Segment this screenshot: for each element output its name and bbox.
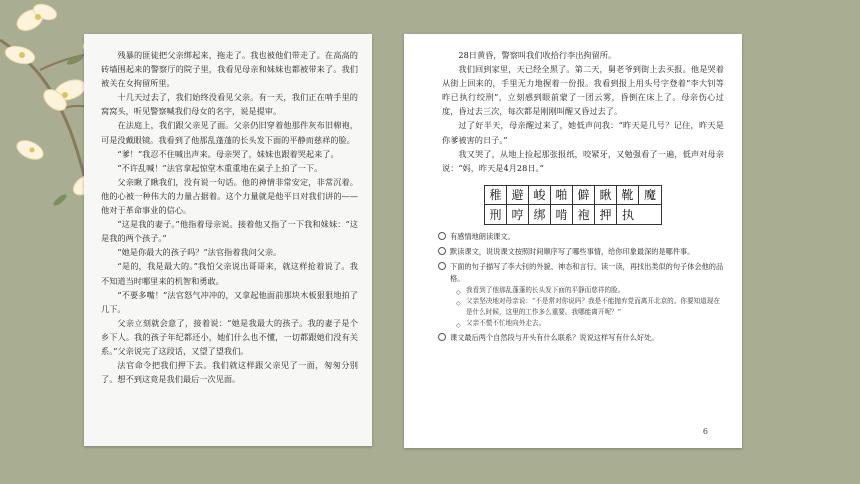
example-text: 父亲坚决地对母亲说：“不是常对你说吗？我是不能抛弃党而离开北京的。你要知道现在是什么时候，这里的工作多么重要。我哪能离开呢？”: [466, 296, 720, 316]
character-cell: 啪: [551, 186, 573, 205]
character-cell: 稚: [485, 186, 507, 205]
character-cell: 靴: [617, 186, 639, 205]
paragraph: “她是你最大的孩子吗？”法官指着我问父亲。: [117, 247, 282, 258]
exercise-item: [404, 332, 742, 344]
exercise-text: 有感情地朗读课文。: [450, 231, 515, 241]
diamond-bullet-icon: ◇: [456, 321, 461, 329]
character-cell: 执: [621, 207, 634, 222]
character-cell: 峻: [529, 186, 551, 205]
character-row: [485, 205, 661, 224]
character-cell: 押: [595, 205, 617, 224]
vocabulary-character-grid: [484, 185, 662, 225]
example-text: 父亲不慌不忙地向外走去。: [466, 318, 546, 327]
character-cell: 僻: [573, 186, 595, 205]
diamond-bullet-icon: ◇: [456, 288, 461, 296]
example-sentence: [404, 296, 742, 318]
paragraph: “爹！”我忍不住喊出声来。母亲哭了，妹妹也跟着哭起来了。: [117, 148, 339, 159]
right-page-text: [404, 48, 742, 175]
character-cell: 绑: [529, 205, 551, 224]
character-cell: 啃: [551, 205, 573, 224]
paragraph: 过了好半天，母亲醒过来了，她低声问我：“昨天是几号？记住，昨天是你爹被害的日子。”: [442, 120, 724, 145]
circle-bullet-icon: [438, 262, 446, 270]
example-sentence: [404, 285, 742, 296]
paragraph: 我们回到家里，天已经全黑了。第二天，舅老爷到街上去买报。他是哭着从街上回来的，手里无力地握着一份报。我看到报上用头号字登着“李大钊等昨已执行绞刑”，立刻感到眼前蒙了一团云雾，昏倒在床上了。母亲伤心过度，昏过去三次，每次都是刚刚叫醒又昏过去了。: [442, 64, 724, 117]
right-textbook-page: [404, 34, 742, 448]
exercise-text: 课文最后两个自然段与开头有什么联系？说说这样写有什么好处。: [450, 332, 659, 342]
paragraph: “不要多嘴！”法官怒气冲冲的，又拿起他面前那块木板狠狠地拍了几下。: [101, 289, 358, 314]
circle-bullet-icon: [438, 333, 446, 341]
paragraph: 残暴的匪徒把父亲绑起来，拖走了。我也被他们带走了。在高高的砖墙围起来的警察厅的院子里，我看见母亲和妹妹也都被带来了。我们被关在女拘留所里。: [101, 50, 358, 89]
paragraph: “是的，我是最大的。”我怕父亲说出哥哥来，就这样抢着说了。我不知道当时哪里来的机智和勇敢。: [101, 261, 358, 286]
exercise-item: [404, 246, 742, 258]
paragraph: 在法庭上，我们跟父亲见了面。父亲仍旧穿着他那件灰布旧棉袍，可是没戴眼镜。我看到了他那乱蓬蓬的长头发下面的平静而慈祥的脸。: [101, 120, 358, 145]
paragraph: 十几天过去了，我们始终没看见父亲。有一天，我们正在啃手里的窝窝头，听见警察喊我们母女的名字，说是提审。: [101, 92, 358, 117]
character-cell: 刑: [485, 205, 507, 224]
exercise-item: [404, 261, 742, 285]
character-cell: 瞅: [595, 186, 617, 205]
circle-bullet-icon: [438, 247, 446, 255]
left-page-text: [84, 48, 372, 386]
exercise-text: 默读课文，说说课文按照时间顺序写了哪些事情，给你印象最深的是哪件事。: [450, 246, 695, 256]
paragraph: “这是我的妻子。”他指着母亲说。接着他又指了一下我和妹妹：“这是我的两个孩子。”: [101, 219, 358, 244]
paragraph: 父亲立刻就会意了，接着说：“她是我最大的孩子。我的妻子是个乡下人。我的孩子年纪都还小，她们什么也不懂，一切都跟她们没有关系。”父亲说完了这段话，又望了望我们。: [101, 317, 358, 356]
diamond-bullet-icon: ◇: [456, 299, 461, 307]
paragraph: 父亲瞅了瞅我们，没有说一句话。他的神情非常安定，非常沉着。他的心被一种伟大的力量占据着。这个力量就是他平日对我们讲的——他对于革命事业的信心。: [101, 176, 358, 216]
character-cell: 魔: [639, 186, 661, 205]
left-textbook-page: [84, 34, 372, 446]
character-cell: 哼: [507, 205, 529, 224]
paragraph: “不许乱喊！”法官拿起惊堂木重重地在桌子上拍了一下。: [117, 162, 323, 173]
circle-bullet-icon: [438, 232, 446, 240]
paragraph: 法官命令把我们押下去。我们就这样跟父亲见了一面，匆匆分别了。想不到这竟是我们最后一次见面。: [101, 360, 358, 385]
page-number: 6: [702, 427, 708, 436]
exercise-item: [404, 231, 742, 243]
paragraph: 我又哭了，从地上捡起那张报纸，咬紧牙，又勉强看了一遍，低声对母亲说：“妈，昨天是4月28日。”: [442, 148, 724, 173]
character-cell: 避: [507, 186, 529, 205]
exercise-text: 下面的句子描写了李大钊的外貌、神态和言行，读一读，再找出类似的句子体会他的品格。: [450, 261, 724, 283]
example-text: 我看到了他那乱蓬蓬的长头发下面的平静而慈祥的脸。: [466, 285, 625, 294]
character-row: [485, 186, 661, 205]
example-sentence: [404, 318, 742, 329]
exercise-list: [404, 231, 742, 344]
paragraph: 28日黄昏，警察叫我们收拾行李出拘留所。: [458, 50, 617, 60]
character-cell: 袍: [573, 205, 595, 224]
